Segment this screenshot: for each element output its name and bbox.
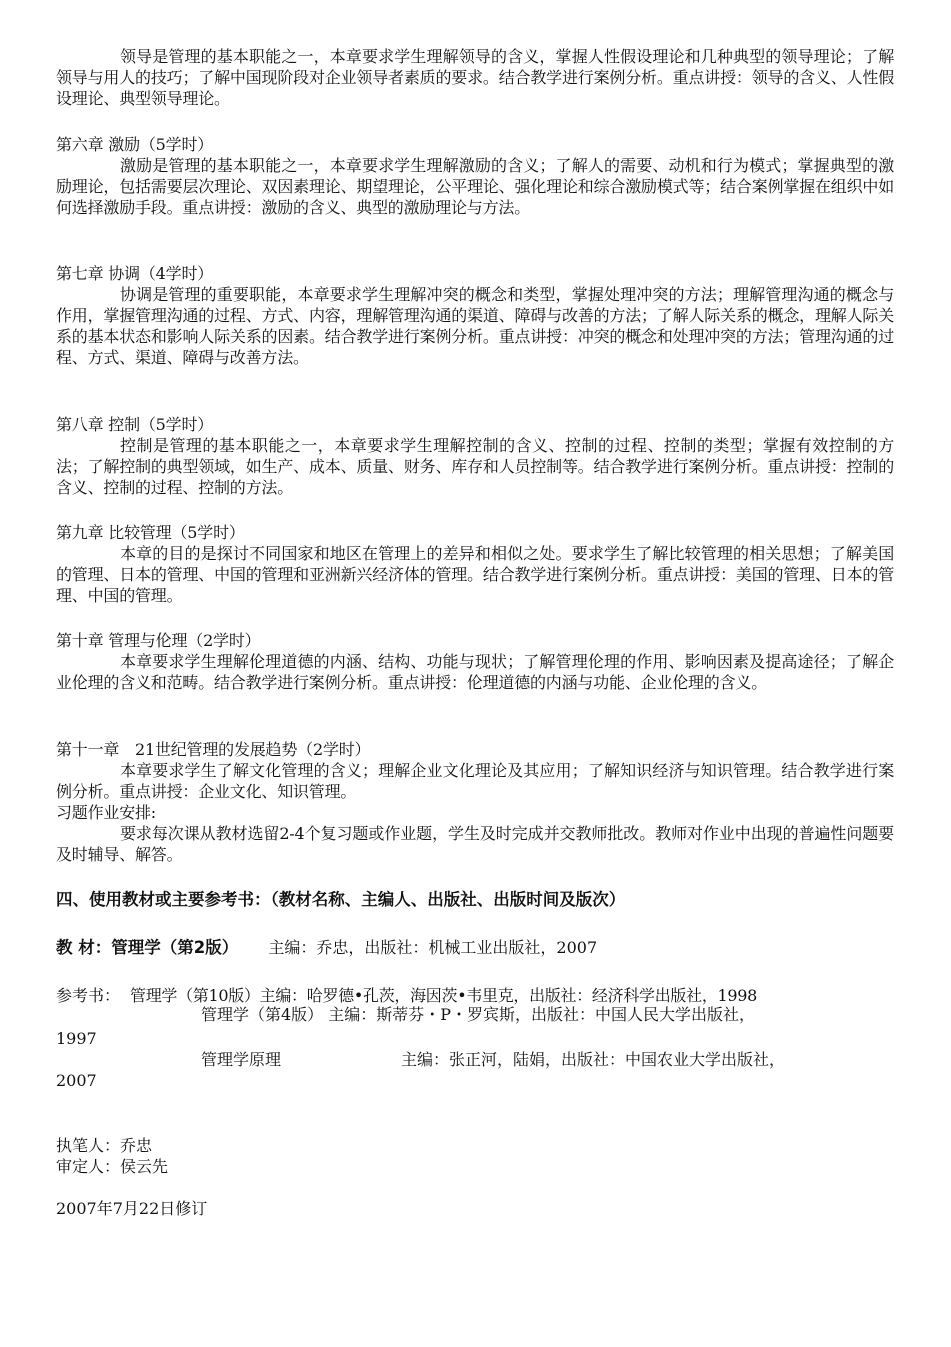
chapter-6-body: 激励是管理的基本职能之一，本章要求学生理解激励的含义；了解人的需要、动机和行为模式；掌握典型的激励理论，包括需要层次理论、双因素理论、期望理论，公平理论、强化理论和综合激励模式等；结合案例掌握在组织中如何选择激励手段。重点讲授：激励的含义、典型的激励理论与方法。 xyxy=(56,156,894,217)
section-4-heading: 四、使用教材或主要参考书：（教材名称、主编人、出版社、出版时间及版次） xyxy=(56,890,626,909)
chapter-11-body: 本章要求学生了解文化管理的含义；理解企业文化理论及其应用；了解知识经济与知识管理。结合教学进行案例分析。重点讲授：企业文化、知识管理。 xyxy=(56,761,894,801)
chapter-10-body: 本章要求学生理解伦理道德的内涵、结构、功能与现状；了解管理伦理的作用、影响因素及提高途径；了解企业伦理的含义和范畴。结合教学进行案例分析。重点讲授：伦理道德的内涵与功能、企业伦理的含义。 xyxy=(56,652,894,692)
reference-item-1: 管理学（第10版）主编：哈罗德•孔茨，海因茨•韦里克，出版社：经济科学出版社，1998 xyxy=(130,986,758,1005)
chapter-9-body: 本章的目的是探讨不同国家和地区在管理上的差异和相似之处。要求学生了解比较管理的相关思想；了解美国的管理、日本的管理、中国的管理和亚洲新兴经济体的管理。结合教学进行案例分析。重点讲授：美国的管理、日本的管理、中国的管理。 xyxy=(56,544,894,605)
reference-item-3-year: 2007 xyxy=(56,1071,97,1090)
revision-date: 2007年7月22日修订 xyxy=(56,1199,208,1218)
reference-item-2-year: 1997 xyxy=(56,1029,97,1048)
homework-body: 要求每次课从教材选留2-4个复习题或作业题，学生及时完成并交教师批改。教师对作业中出现的普遍性问题要及时辅导、解答。 xyxy=(56,824,894,864)
chapter-8-title: 第八章 控制（5学时） xyxy=(56,415,214,434)
chapter-11-title: 第十一章 21世纪管理的发展趋势（2学时） xyxy=(56,740,371,759)
chapter-8-body: 控制是管理的基本职能之一，本章要求学生理解控制的含义、控制的过程、控制的类型；掌握有效控制的方法；了解控制的典型领域，如生产、成本、质量、财务、库存和人员控制等。结合教学进行案例分析。重点讲授：控制的含义、控制的过程、控制的方法。 xyxy=(56,436,894,497)
textbook-line xyxy=(56,937,597,958)
intro-paragraph: 领导是管理的基本职能之一，本章要求学生理解领导的含义，掌握人性假设理论和几种典型的领导理论；了解领导与用人的技巧；了解中国现阶段对企业领导者素质的要求。结合教学进行案例分析。重点讲授：领导的含义、人性假设理论、典型领导理论。 xyxy=(56,47,894,108)
chapter-7-body: 协调是管理的重要职能，本章要求学生理解冲突的概念和类型，掌握处理冲突的方法；理解管理沟通的概念与作用，掌握管理沟通的过程、方式、内容，理解管理沟通的渠道、障碍与改善的方法；了解人际关系的概念，理解人际关系的基本状态和影响人际关系的因素。结合教学进行案例分析。重点讲授：冲突的概念和处理冲突的方法；管理沟通的过程、方式、渠道、障碍与改善方法。 xyxy=(56,285,894,367)
textbook-label: 教 材：管理学（第2版） xyxy=(56,938,239,957)
author-line: 执笔人：乔忠 xyxy=(56,1136,153,1155)
chapter-7-title: 第七章 协调（4学时） xyxy=(56,264,214,283)
reviewer-line: 审定人：侯云先 xyxy=(56,1157,169,1176)
textbook-details: 主编：乔忠，出版社：机械工业出版社，2007 xyxy=(268,938,598,957)
homework-label: 习题作业安排: xyxy=(56,803,156,822)
chapter-10-title: 第十章 管理与伦理（2学时） xyxy=(56,631,261,650)
chapter-6-title: 第六章 激励（5学时） xyxy=(56,135,214,154)
reference-item-3-title: 管理学原理 xyxy=(201,1050,282,1069)
chapter-9-title: 第九章 比较管理（5学时） xyxy=(56,523,245,542)
reference-label: 参考书： xyxy=(56,986,121,1005)
reference-item-2: 管理学（第4版） 主编：斯蒂芬・P・罗宾斯，出版社：中国人民大学出版社， xyxy=(201,1005,756,1024)
reference-item-3: 主编：张正河，陆娟，出版社：中国农业大学出版社， xyxy=(401,1050,786,1069)
